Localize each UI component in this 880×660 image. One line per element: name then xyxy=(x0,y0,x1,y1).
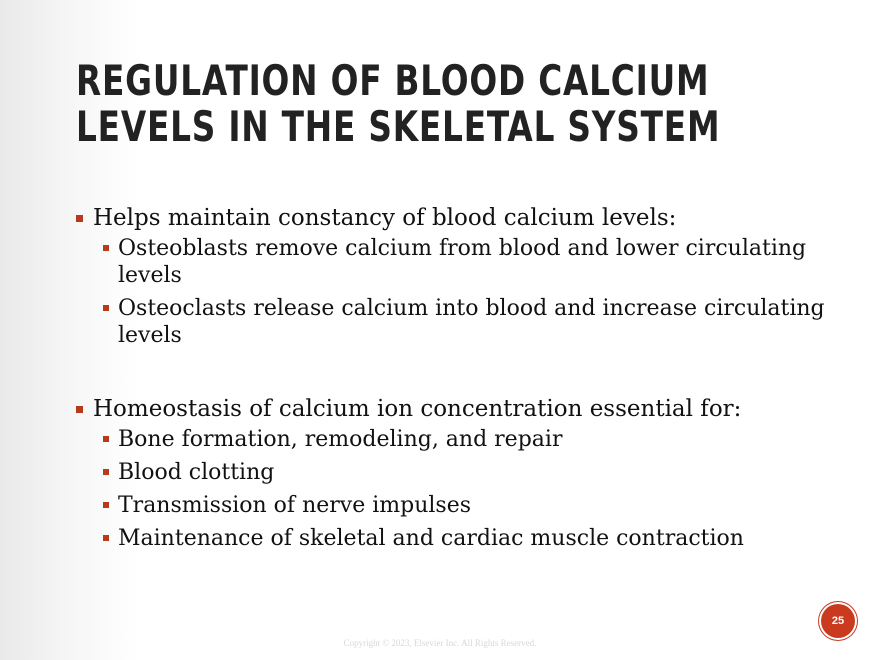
sub-bullet-osteoblasts xyxy=(93,235,836,289)
square-bullet-icon xyxy=(103,502,109,508)
sub-bullet-muscle-contraction xyxy=(93,525,836,552)
square-bullet-icon xyxy=(76,215,83,222)
sub-bullet-text: Blood clotting xyxy=(118,460,275,485)
bullet-list xyxy=(76,204,836,558)
page-number-badge xyxy=(821,604,855,638)
page-number: 25 xyxy=(831,615,845,627)
square-bullet-icon xyxy=(103,469,109,475)
bullet-text: Homeostasis of calcium ion concentration essential for: xyxy=(93,396,742,422)
sub-bullet-text: Maintenance of skeletal and cardiac muscle contraction xyxy=(118,526,744,551)
slide-title xyxy=(76,56,721,151)
bullet-item-blood-calcium xyxy=(76,204,836,349)
bullet-item-homeostasis xyxy=(76,395,836,552)
sub-bullet-list xyxy=(93,426,836,552)
sub-bullet-text: Osteoblasts remove calcium from blood and lower circulating levels xyxy=(118,236,807,288)
bullet-text: Helps maintain constancy of blood calcium levels: xyxy=(93,205,677,231)
sub-bullet-bone-formation xyxy=(93,426,836,453)
sub-bullet-text: Transmission of nerve impulses xyxy=(118,493,471,518)
sub-bullet-list xyxy=(93,235,836,349)
sub-bullet-nerve-impulses xyxy=(93,492,836,519)
square-bullet-icon xyxy=(76,406,83,413)
sub-bullet-blood-clotting xyxy=(93,459,836,486)
square-bullet-icon xyxy=(103,535,109,541)
square-bullet-icon xyxy=(103,436,109,442)
copyright-footer: Copyright © 2023, Elsevier Inc. All Rights Reserved. xyxy=(343,638,537,648)
sub-bullet-text: Bone formation, remodeling, and repair xyxy=(118,427,563,452)
square-bullet-icon xyxy=(103,305,109,311)
sub-bullet-text: Osteoclasts release calcium into blood and increase circulating levels xyxy=(118,296,825,348)
sub-bullet-osteoclasts xyxy=(93,295,836,349)
slide-title-line-2: LEVELS IN THE SKELETAL SYSTEM xyxy=(76,102,721,151)
slide-title-line-1: REGULATION OF BLOOD CALCIUM xyxy=(76,56,710,105)
square-bullet-icon xyxy=(103,245,109,251)
